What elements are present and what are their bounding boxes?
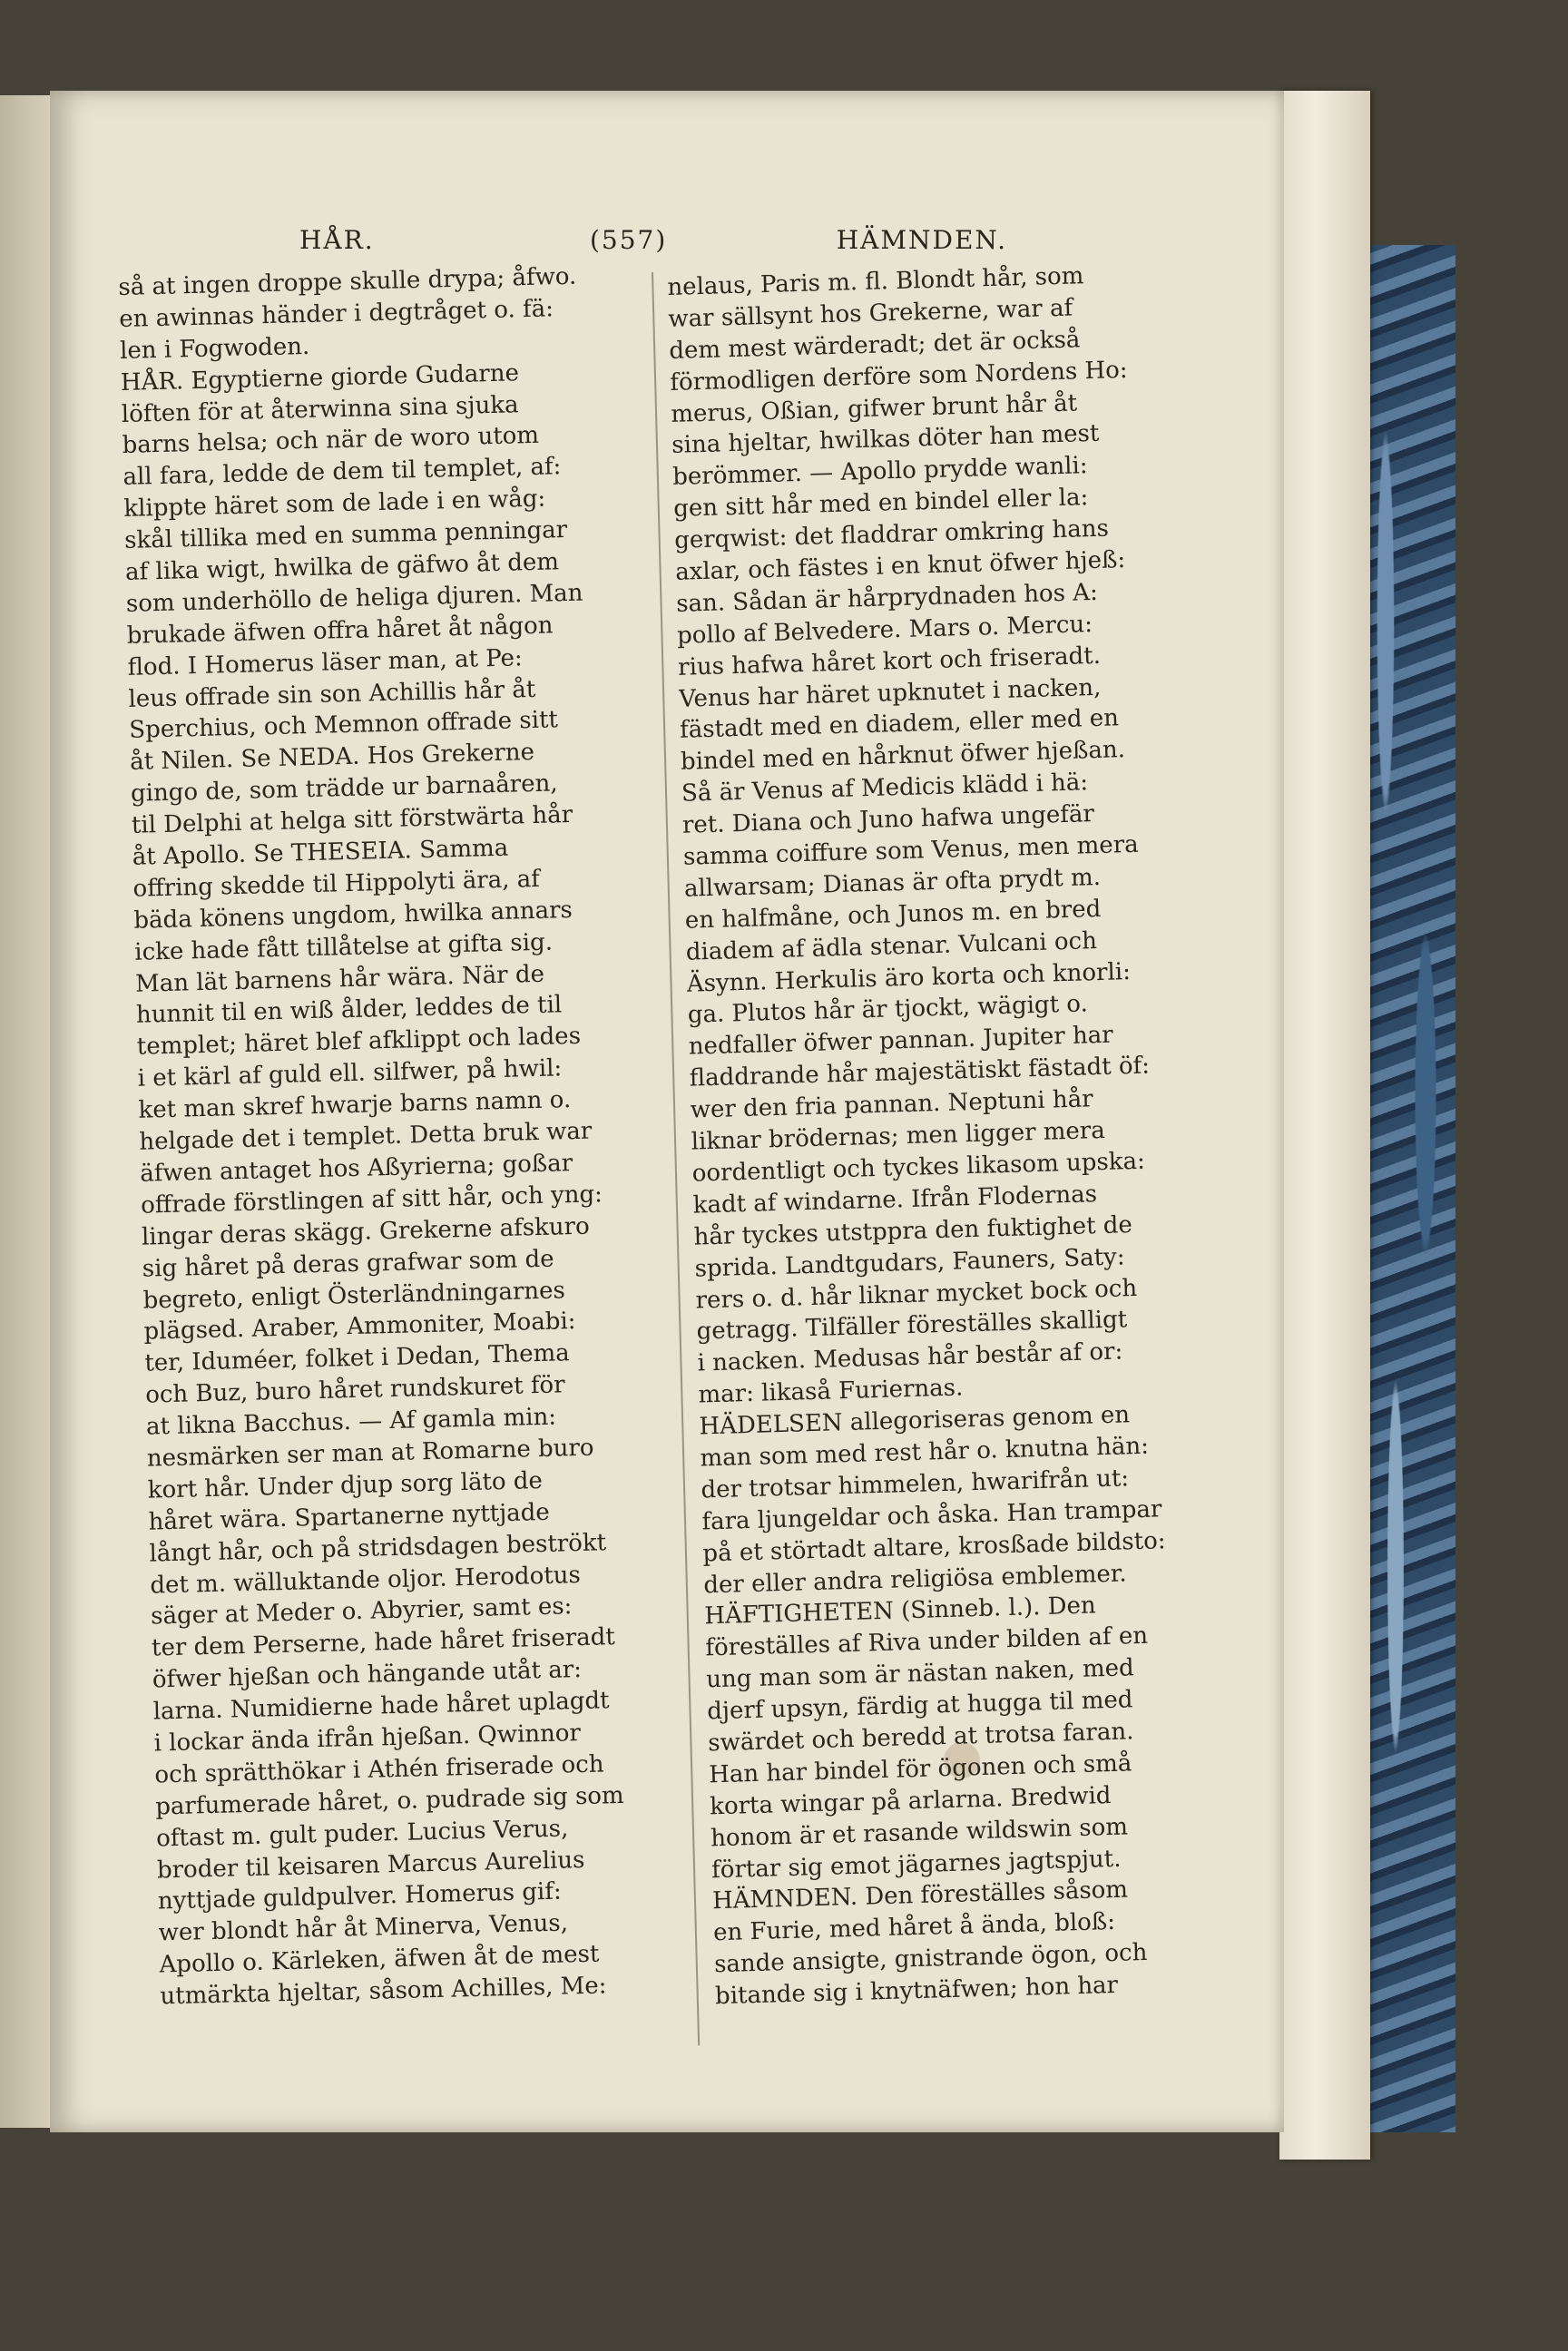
text-line: bitande sig i knytnäfwen; hon har	[714, 1971, 1119, 2011]
text-line: at likna Bacchus. — Af gamla min:	[145, 1403, 557, 1441]
text-line: der eller andra religiösa emblemer.	[702, 1559, 1127, 1599]
text-line: ter, Iduméer, folket i Dedan, Thema	[144, 1339, 571, 1377]
text-line: HÄMNDEN. Den föreställes såsom	[711, 1876, 1129, 1915]
header-right: HÄMNDEN.	[836, 225, 1007, 255]
text-line: och Buz, buro håret rundskuret för	[144, 1371, 565, 1409]
text-line: äfwen antaget hos Aßyrierna; goßar	[139, 1149, 573, 1188]
text-line: templet; häret blef afklippt och lades	[136, 1023, 582, 1062]
text-line: Äsynn. Herkulis äro korta och knorli:	[686, 957, 1132, 998]
text-line: så at ingen droppe skulle drypa; åfwo.	[118, 262, 577, 301]
text-line: gen sitt hår med en bindel eller la:	[672, 484, 1089, 524]
text-line: djerf upsyn, färdig at hugga til med	[706, 1686, 1133, 1726]
left-column	[118, 260, 691, 2013]
header-left: HÅR.	[299, 225, 375, 255]
text-line: och sprätthökar i Athén friserade och	[154, 1750, 604, 1789]
text-line: som underhöllo de heliga djuren. Man	[125, 579, 583, 618]
text-line: en awinnas händer i degtråget o. fä:	[118, 295, 554, 333]
text-line: all fara, ledde de dem til templet, af:	[122, 453, 562, 492]
text-line: helgade det i templet. Detta bruk war	[139, 1117, 593, 1156]
text-line: Sperchius, och Memnon offrade sitt	[128, 706, 559, 745]
text-line: diadem af ädla stenar. Vulcani och	[685, 926, 1098, 966]
text-line: ung man som är nästan naken, med	[705, 1654, 1135, 1694]
text-line: ter dem Perserne, hade håret friseradt	[151, 1623, 616, 1662]
text-line: axlar, och fästes i en knut öfwer hjeß:	[674, 546, 1126, 586]
text-line: dem mest wärderadt; det är också	[669, 326, 1081, 365]
text-line: merus, Oßian, gifwer brunt hår åt	[670, 388, 1078, 428]
text-line: berömmer. — Apollo prydde wanli:	[671, 452, 1088, 492]
text-line: parfumerade håret, o. pudrade sig som	[154, 1781, 624, 1821]
text-line: samma coiffure som Venus, men mera	[682, 830, 1140, 871]
text-line: wer blondt hår åt Minerva, Venus,	[158, 1909, 569, 1947]
text-line: åt Nilen. Se NEDA. Hos Grekerne	[129, 739, 535, 777]
text-line: korta wingar på arlarna. Bredwid	[709, 1781, 1112, 1821]
text-line: Han har bindel för ögonen och små	[708, 1749, 1132, 1789]
text-line: mar: likaså Furiernas.	[698, 1374, 964, 1409]
text-line: wer den fria pannan. Neptuni hår	[690, 1085, 1093, 1124]
text-line: förmodligen derföre som Nordens Ho:	[669, 356, 1128, 397]
text-line: der trotsar himmelen, hwarifrån ut:	[701, 1464, 1130, 1504]
text-line: man som med rest hår o. knutna hän:	[700, 1432, 1150, 1473]
text-line: Apollo o. Kärleken, äfwen åt de mest	[159, 1940, 600, 1979]
text-line: nyttjade guldpulver. Homerus gif:	[157, 1878, 563, 1915]
text-line: pollo af Belvedere. Mars o. Mercu:	[676, 610, 1093, 650]
text-line: nedfaller öfwer pannan. Jupiter har	[688, 1021, 1114, 1062]
text-line: fästadt med en diadem, eller med en	[679, 704, 1120, 745]
text-line: i lockar ända ifrån hjeßan. Qwinnor	[153, 1719, 582, 1758]
text-line: bäda könens ungdom, hwilka annars	[133, 896, 573, 935]
text-line: barns helsa; och när de woro utom	[122, 422, 540, 460]
text-line: af lika wigt, hwilka de gäfwo åt dem	[124, 548, 560, 586]
text-line: sande ansigte, gnistrande ögon, och	[713, 1939, 1148, 1979]
text-line: HÄFTIGHETEN (Sinneb. l.). Den	[703, 1592, 1097, 1631]
text-line: plägsed. Araber, Ammoniter, Moabi:	[143, 1308, 576, 1347]
text-line: säger at Meder o. Abyrier, samt es:	[150, 1592, 573, 1631]
text-line: sina hjeltar, hwilkas döter han mest	[671, 420, 1100, 460]
text-line: föreställes af Riva under bilden af en	[704, 1622, 1149, 1662]
text-line: utmärkta hjeltar, såsom Achilles, Me:	[160, 1972, 607, 2011]
text-line: kadt af windarne. Ifrån Flodernas	[692, 1180, 1098, 1220]
right-column	[667, 258, 1246, 2013]
text-line: i et kärl af guld ell. silfwer, på hwil:	[137, 1054, 563, 1092]
text-line: hår tyckes utstppra den fuktighet de	[693, 1210, 1133, 1251]
text-line: til Delphi at helga sitt förstwärta hår	[131, 801, 573, 839]
text-line: långt hår, och på stridsdagen beströkt	[149, 1528, 607, 1568]
text-line: det m. wälluktande oljor. Herodotus	[149, 1561, 582, 1600]
text-line: hunnit til en wiß ålder, leddes de til	[135, 991, 563, 1030]
text-line: skål tillika med en summa penningar	[123, 516, 568, 555]
text-line: ket man skref hwarje barns namn o.	[138, 1086, 572, 1124]
text-line: offrade förstlingen af sitt hår, och yng:	[140, 1180, 603, 1220]
text-line: sprida. Landtgudars, Fauners, Saty:	[694, 1242, 1125, 1283]
text-line: flod. I Homerus läser man, at Pe:	[127, 643, 524, 681]
text-line: ga. Plutos hår är tjockt, wägigt o.	[687, 990, 1089, 1030]
text-line: rers o. d. hår liknar mycket bock och	[695, 1274, 1138, 1315]
text-line: liknar brödernas; men ligger mera	[691, 1116, 1106, 1156]
text-line: en halfmåne, och Junos m. en bred	[684, 895, 1102, 935]
text-line: lingar deras skägg. Grekerne afskuro	[141, 1212, 591, 1251]
text-line: oftast m. gult puder. Lucius Verus,	[155, 1815, 569, 1853]
text-line: ret. Diana och Juno hafwa ungefär	[681, 800, 1095, 839]
text-line: i nacken. Medusas hår består af or:	[697, 1337, 1123, 1377]
text-line: leus offrade sin son Achillis hår åt	[128, 675, 536, 713]
facing-page-edge	[0, 95, 54, 2128]
text-line: löften för at återwinna sina sjuka	[121, 390, 519, 428]
text-line: HÅR. Egyptierne giorde Gudarne	[120, 358, 520, 397]
text-line: HÄDELSEN allegoriseras genom en	[699, 1401, 1131, 1441]
page-edge-board	[1279, 91, 1370, 2160]
text-line: en Furie, med håret å ända, bloß:	[712, 1908, 1116, 1947]
text-line: swärdet och beredd at trotsa faran.	[707, 1718, 1134, 1758]
text-line: sig håret på deras grafwar som de	[142, 1245, 554, 1283]
text-line: broder til keisaren Marcus Aurelius	[156, 1846, 585, 1885]
text-line: kort hår. Under djup sorg läto de	[147, 1466, 544, 1504]
running-header	[299, 225, 1007, 261]
text-line: begreto, enligt Österländningarnes	[142, 1276, 566, 1315]
text-line: len i Fogwoden.	[119, 332, 310, 365]
text-line: nesmärken ser man at Romarne buro	[146, 1434, 594, 1473]
text-line: allwarsam; Dianas är ofta prydt m.	[683, 863, 1102, 903]
text-line: öfwer hjeßan och hängande utåt ar:	[152, 1656, 583, 1694]
text-line: gerqwist: det fladdrar omkring hans	[673, 514, 1110, 555]
text-line: war sällsynt hos Grekerne, war af	[668, 294, 1073, 333]
text-line: oordentligt och tyckes likasom upska:	[691, 1147, 1146, 1188]
text-line: getragg. Tilfäller föreställes skalligt	[696, 1306, 1128, 1346]
text-line: förtar sig emot jägarnes jagtspjut.	[710, 1845, 1122, 1884]
page-number: (557)	[590, 225, 668, 255]
text-line: honom är et rasande wildswin som	[710, 1813, 1129, 1852]
text-line: Venus har häret upknutet i nacken,	[678, 673, 1102, 713]
text-line: åt Apollo. Se THESEIA. Samma	[132, 834, 509, 871]
text-line: rius hafwa håret kort och friseradt.	[677, 642, 1102, 681]
text-line: larna. Numidierne hade håret uplagdt	[152, 1687, 610, 1726]
text-line: Man lät barnens hår wära. När de	[134, 960, 545, 998]
text-line: håret wära. Spartanerne nyttjade	[148, 1498, 551, 1536]
text-line: icke hade fått tillåtelse at gifta sig.	[133, 928, 554, 966]
text-line: på et störtadt altare, krosßade bildsto:	[702, 1526, 1166, 1568]
text-line: bindel med en hårknut öfwer hjeßan.	[680, 736, 1126, 777]
text-line: offring skedde til Hippolyti ära, af	[132, 865, 541, 903]
text-line: klippte häret som de lade i en wåg:	[123, 485, 546, 524]
text-line: gingo de, som trädde ur barnaåren,	[130, 769, 558, 808]
text-line: fladdrande hår majestätiskt fästadt öf:	[689, 1052, 1151, 1092]
text-line: san. Sådan är hårprydnaden hos A:	[675, 578, 1099, 618]
text-line: nelaus, Paris m. fl. Blondt hår, som	[667, 262, 1084, 301]
text-line: brukade äfwen offra håret åt någon	[126, 612, 554, 650]
text-line: fara ljungeldar och åska. Han trampar	[701, 1495, 1162, 1536]
text-line: Så är Venus af Medicis klädd i hä:	[681, 769, 1089, 808]
